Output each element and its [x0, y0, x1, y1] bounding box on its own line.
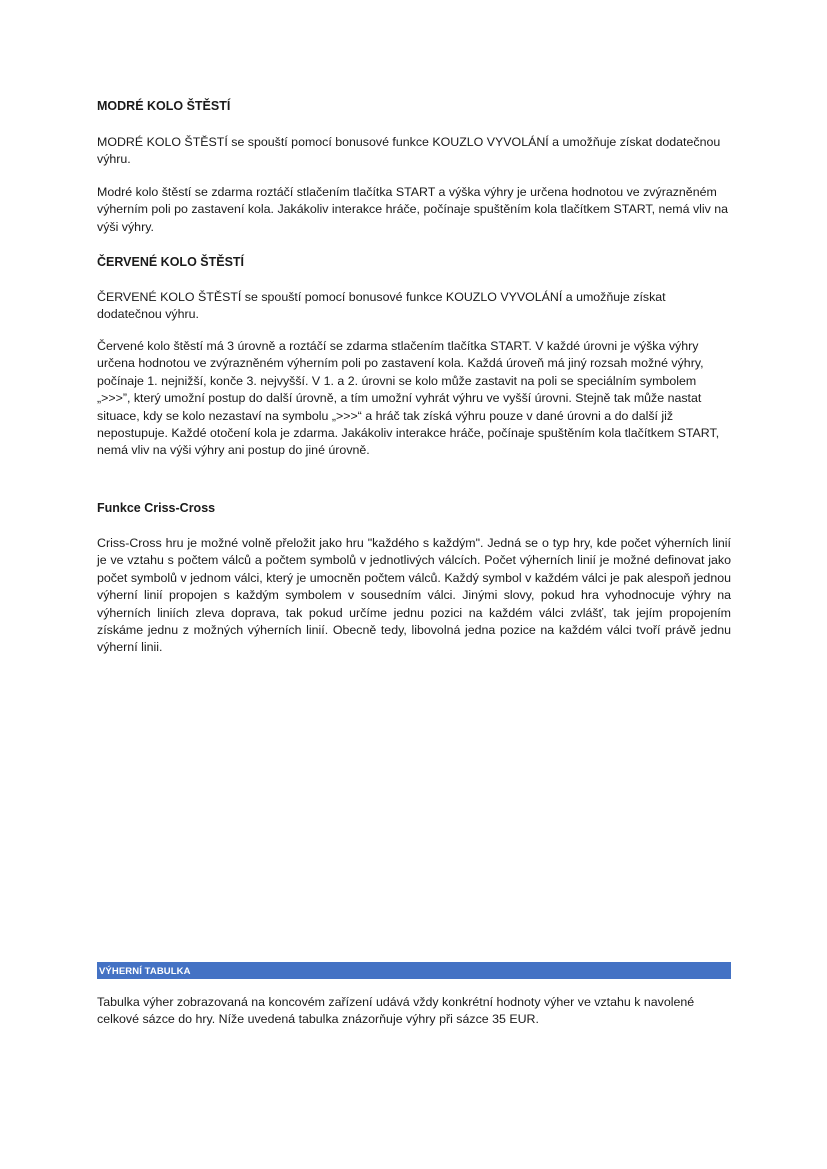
paragraph-red-wheel-intro: ČERVENÉ KOLO ŠTĚSTÍ se spouští pomocí bonusové funkce KOUZLO VYVOLÁNÍ a umožňuje získat dodatečnou výhru. — [97, 290, 666, 322]
heading-criss-cross: Funkce Criss-Cross — [97, 501, 216, 515]
paragraph-blue-wheel-intro: MODRÉ KOLO ŠTĚSTÍ se spouští pomocí bonusové funkce KOUZLO VYVOLÁNÍ a umožňuje získat dodatečnou výhru. — [97, 135, 721, 167]
paragraph-criss-cross: Criss-Cross hru je možné volně přeložit jako hru "každého s každým". Jedná se o typ hry, kde počet výherních linií je ve vztahu s počtem válců a počtem symbolů v jednotlivých válcích. Počet výherních linií je možné definovat jako počet symbolů v jednom válci, který je umocněn počtem válců. Každý symbol v každém válci je pak alespoň jednou výherní linií propojen s každým symbolem v sousedním válci. Jinými slovy, pokud hra vyhodnocuje výhry na výherních liniích zleva doprava, tak pokud určíme jednu pozici na každém válci zvlášť, tak jejím propojením získáme jednu z možných výherních linií. Obecně tedy, libovolná jedna pozice na každém válci tvoří právě jednu výherní linii. — [97, 536, 731, 655]
heading-red-wheel: ČERVENÉ KOLO ŠTĚSTÍ — [97, 255, 245, 269]
paragraph-blue-wheel-rules: Modré kolo štěstí se zdarma roztáčí stlačením tlačítka START a výška výhry je určena hodnotou ve zvýrazněném výherním poli po zastavení kola. Jakákoliv interakce hráče, počínaje spuštěním kola tlačítkem START, nemá vliv na výši výhry. — [97, 185, 729, 234]
section-band-paytable — [97, 962, 731, 979]
heading-blue-wheel: MODRÉ KOLO ŠTĚSTÍ — [97, 99, 231, 113]
band-title: VÝHERNÍ TABULKA — [99, 966, 191, 977]
paragraph-red-wheel-rules: Červené kolo štěstí má 3 úrovně a roztáčí se zdarma stlačením tlačítka START. V každé úrovni je výška výhry určena hodnotou ve zvýrazněném výherním poli po zastavení kola. Každá úroveň má jiný rozsah možné výhry, počínaje 1. nejnižší, konče 3. nejvyšší. V 1. a 2. úrovni se kolo může zastavit na poli se speciálním symbolem „>>>”, který umožní postup do další úrovně, a tím umožní vyhrát výhru ve vyšší úrovni. Stejně tak může nastat situace, kdy se kolo nezastaví na symbolu „>>>“ a hráč tak získá výhru pouze v dané úrovni a do další již nepostupuje. Každé otočení kola je zdarma. Jakákoliv interakce hráče, počínaje spuštěním kola tlačítkem START, nemá vliv na výši výhry ani postup do jiné úrovně. — [97, 339, 720, 458]
paragraph-paytable: Tabulka výher zobrazovaná na koncovém zařízení udává vždy konkrétní hodnoty výher ve vztahu k navolené celkové sázce do hry. Níže uvedená tabulka znázorňuje výhry při sázce 35 EUR. — [97, 995, 695, 1027]
